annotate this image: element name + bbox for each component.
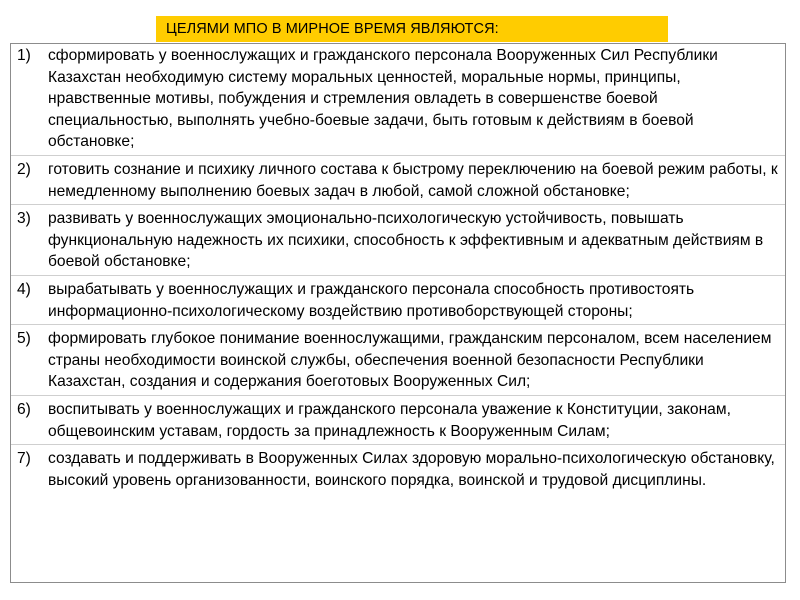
list-item bbox=[11, 45, 785, 156]
list-item bbox=[11, 279, 785, 325]
item-number: 4) bbox=[17, 280, 31, 298]
item-text: развивать у военнослужащих эмоционально-психологическую устойчивость, повышать функциональную надежность их психики, способность к эффективным и адекватным действиям в боевой обстановке; bbox=[48, 210, 764, 271]
item-number: 6) bbox=[17, 400, 31, 418]
slide-title: ЦЕЛЯМИ МПО В МИРНОЕ ВРЕМЯ ЯВЛЯЮТСЯ: bbox=[156, 16, 668, 42]
item-number: 3) bbox=[17, 210, 31, 228]
item-number: 2) bbox=[17, 160, 31, 178]
item-text: сформировать у военнослужащих и гражданского персонала Вооруженных Сил Республики Казахстан необходимую систему моральных ценностей, моральные нормы, принципы, нравственные мотивы, побуждения и стремления овладеть в совершенстве боевой специальностью, выполнять учебно-боевые задачи, быть готовым к действиям в боевой обстановке; bbox=[48, 47, 718, 151]
item-text: формировать глубокое понимание военнослужащими, гражданским персоналом, всем населением страны необходимости воинской службы, обеспечения военной безопасности Республики Казахстан, создания и содержания боеготовых Вооруженных Сил; bbox=[48, 330, 772, 391]
list-item bbox=[11, 328, 785, 396]
item-text: воспитывать у военнослужащих и гражданского персонала уважение к Конституции, законам, общевоинским уставам, гордость за принадлежность к Вооруженным Силам; bbox=[48, 400, 731, 440]
item-text: готовить сознание и психику личного состава к быстрому переключению на боевой режим работы, к немедленному выполнению боевых задач в любой, самой сложной обстановке; bbox=[48, 160, 778, 200]
list-item bbox=[11, 208, 785, 276]
list-item bbox=[11, 448, 785, 493]
goals-list-box bbox=[10, 43, 786, 583]
item-number: 5) bbox=[17, 330, 31, 348]
item-text: вырабатывать у военнослужащих и гражданского персонала способность противостоять информационно-психологическому воздействию противоборствующей стороны; bbox=[48, 280, 695, 320]
list-item bbox=[11, 399, 785, 445]
item-text: создавать и поддерживать в Вооруженных Силах здоровую морально-психологическую обстановку, высокий уровень организованности, воинского порядка, воинской и трудовой дисциплины. bbox=[48, 450, 775, 489]
item-number: 7) bbox=[17, 450, 31, 468]
list-item bbox=[11, 159, 785, 205]
goals-list bbox=[11, 45, 785, 496]
item-number: 1) bbox=[17, 47, 31, 64]
